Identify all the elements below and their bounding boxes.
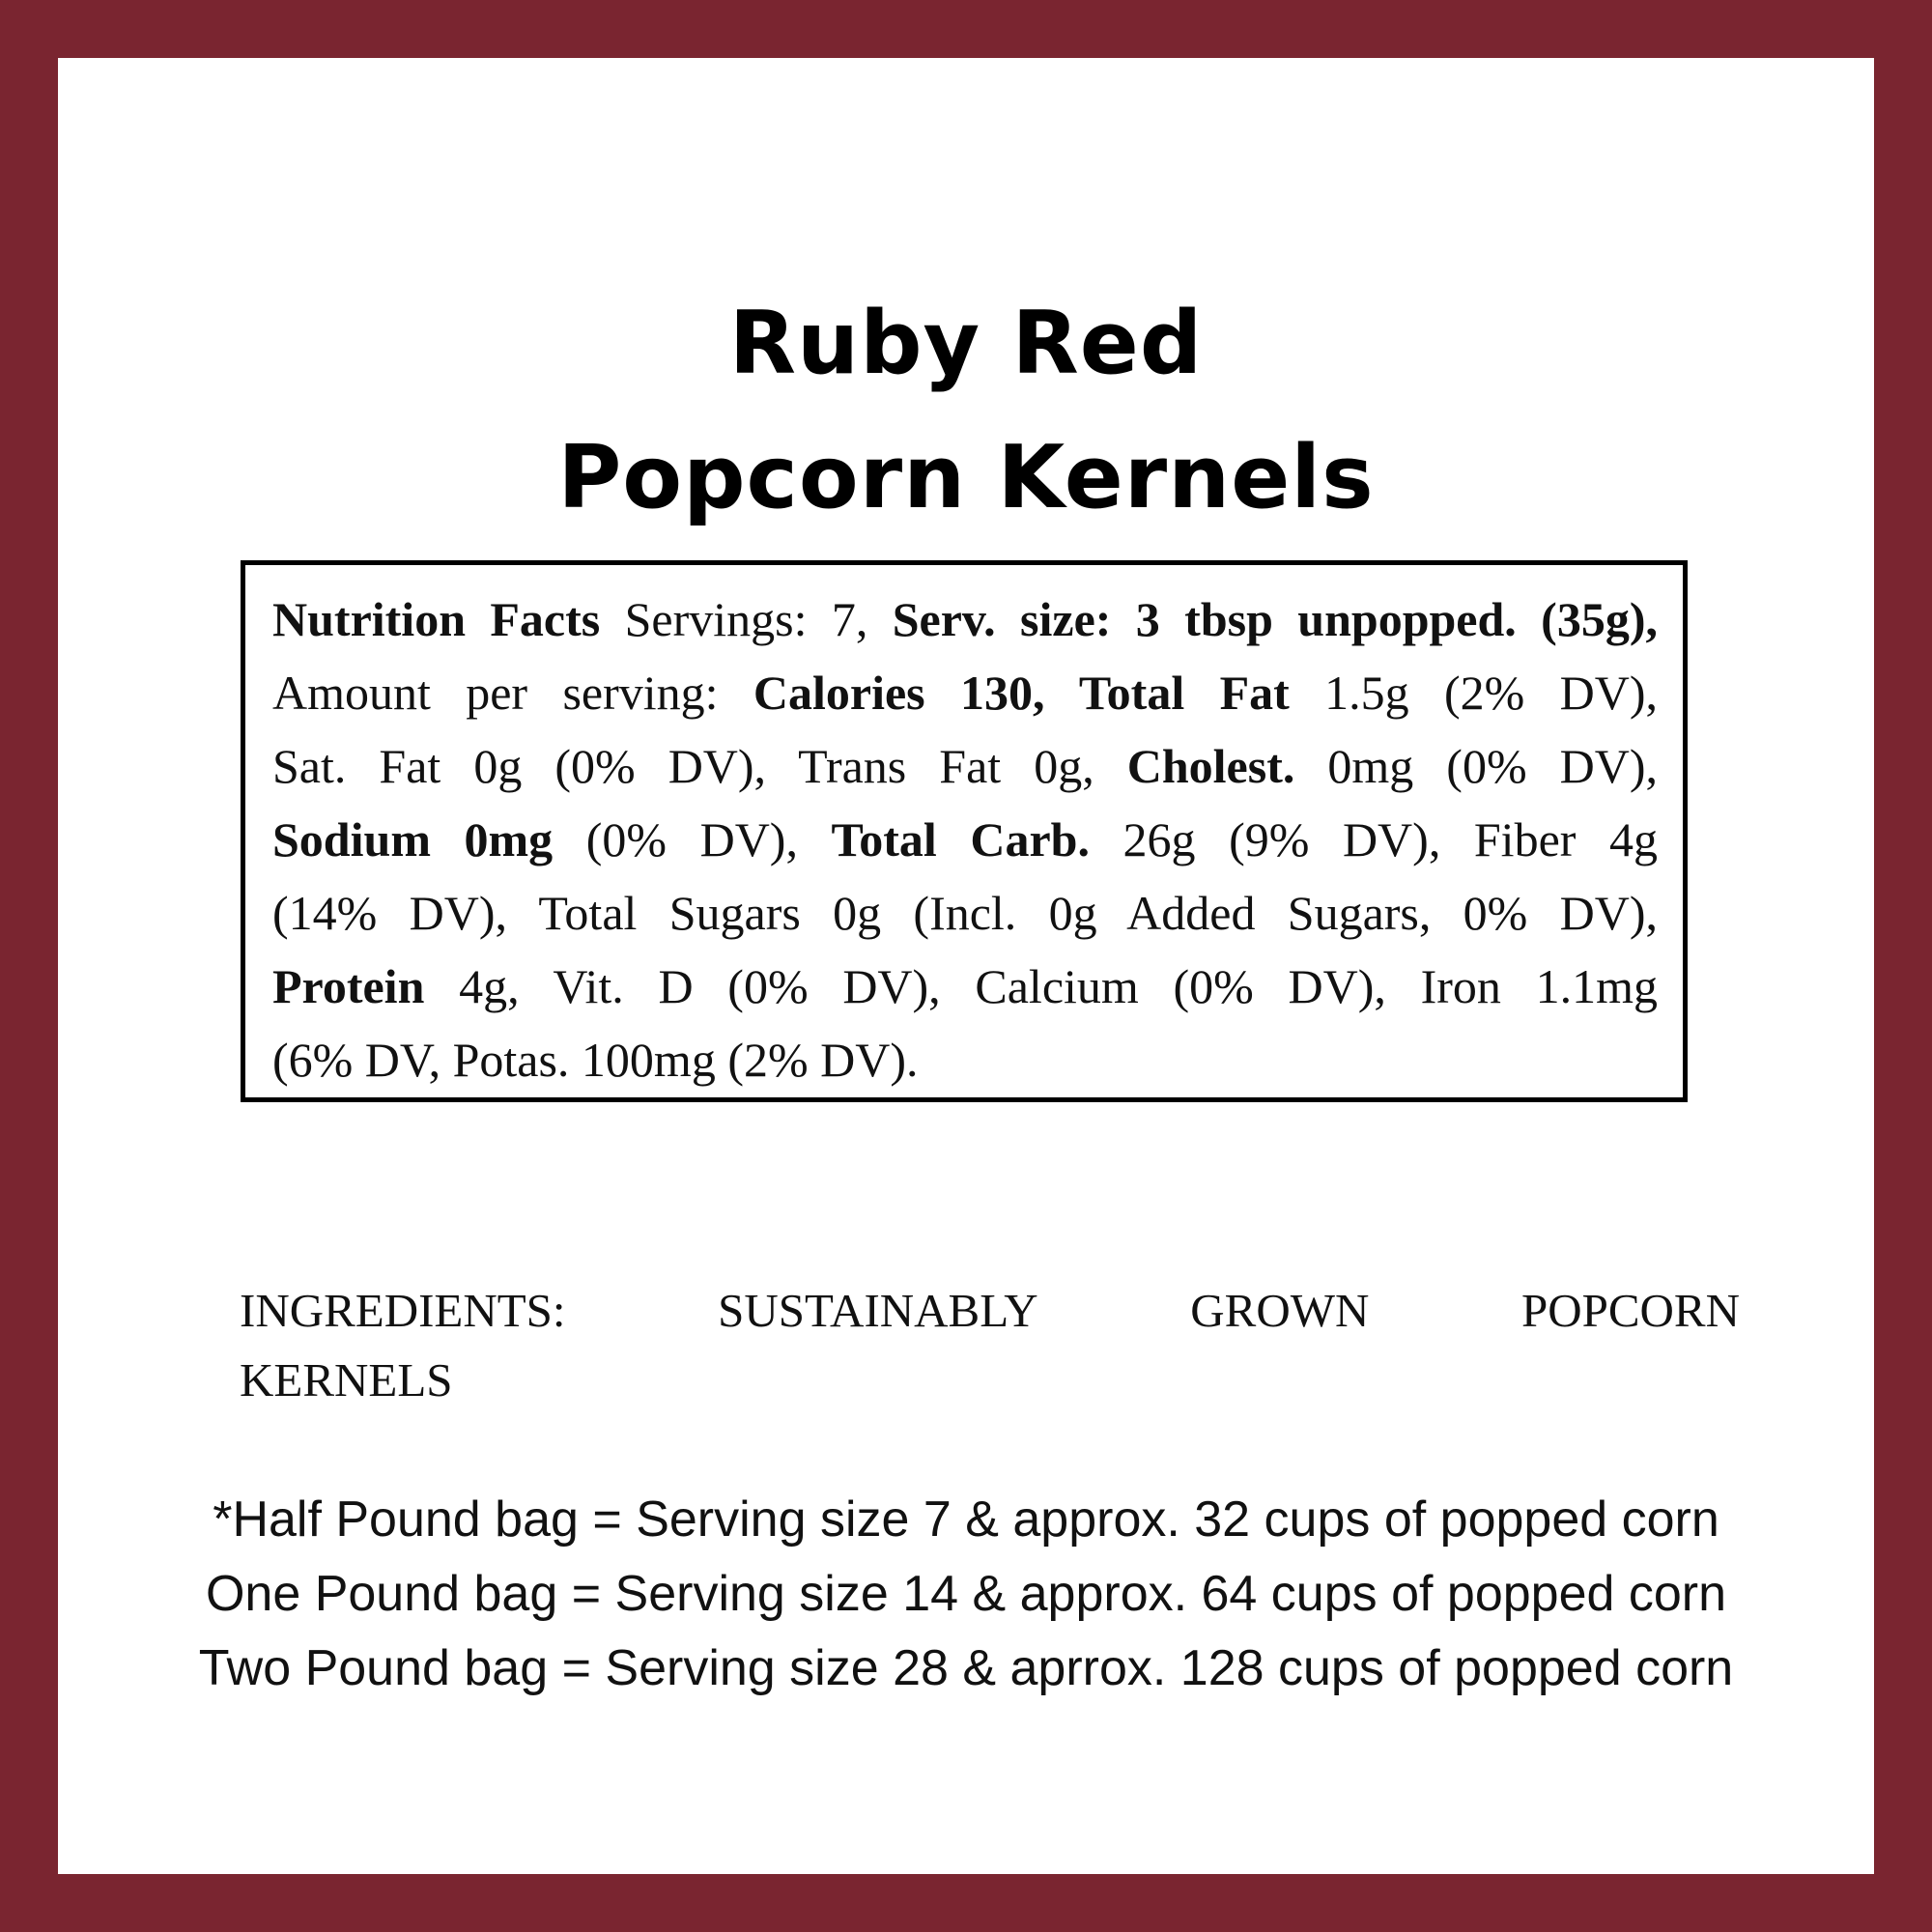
ingredients-label: INGREDIENTS: bbox=[240, 1284, 566, 1337]
sodium-dv: (0% DV), bbox=[553, 812, 832, 867]
sugars-text: (14% DV), Total Sugars 0g (Incl. 0g Added Sugars, 0% DV), bbox=[272, 886, 1658, 940]
serving-size-text: Serv. size: 3 tbsp unpopped. (35g), bbox=[892, 592, 1658, 646]
nutrition-line-5 bbox=[272, 876, 1658, 950]
ingredients-section bbox=[240, 1276, 1740, 1415]
ingredient-word-sustainably: SUSTAINABLY bbox=[718, 1284, 1038, 1337]
potassium-text: (6% DV, Potas. 100mg (2% DV). bbox=[272, 1033, 919, 1087]
one-pound-bag-note: One Pound bag = Serving size 14 & approx. 64 cups of popped corn bbox=[205, 1566, 1727, 1622]
amount-per-serving-text: Amount per serving: bbox=[272, 666, 753, 720]
protein-label: Protein bbox=[272, 959, 425, 1013]
total-fat-value: 1.5g (2% DV), bbox=[1289, 666, 1658, 720]
ingredients-line-2: KERNELS bbox=[240, 1353, 453, 1406]
two-pound-bag-note: Two Pound bag = Serving size 28 & aprrox. 128 cups of popped corn bbox=[198, 1640, 1734, 1696]
sat-trans-fat-text: Sat. Fat 0g (0% DV), Trans Fat 0g, bbox=[272, 739, 1127, 793]
ingredients-line-1 bbox=[240, 1276, 1740, 1346]
label-card bbox=[58, 58, 1874, 1874]
product-title-line2: Popcorn Kernels bbox=[557, 427, 1375, 528]
nutrition-line-4 bbox=[272, 803, 1658, 876]
cholesterol-value: 0mg (0% DV), bbox=[1294, 739, 1658, 793]
nutrition-line-6 bbox=[272, 950, 1658, 1023]
total-carb-label: Total Carb. bbox=[831, 812, 1090, 867]
bag-size-notes bbox=[58, 1483, 1874, 1706]
protein-vitamins-text: 4g, Vit. D (0% DV), Calcium (0% DV), Iron 1.1mg bbox=[424, 959, 1658, 1013]
nutrition-line-3 bbox=[272, 729, 1658, 803]
nutrition-line-7 bbox=[272, 1023, 1658, 1096]
nutrition-line-2 bbox=[272, 656, 1658, 729]
calories-total-fat-text: Calories 130, Total Fat bbox=[753, 666, 1290, 720]
cholesterol-label: Cholest. bbox=[1126, 739, 1295, 793]
servings-text: Servings: 7, bbox=[600, 592, 893, 646]
sodium-label: Sodium 0mg bbox=[272, 812, 554, 867]
product-title-line1: Ruby Red bbox=[728, 293, 1204, 394]
nutrition-facts-heading: Nutrition Facts bbox=[272, 592, 601, 646]
nutrition-line-1 bbox=[272, 582, 1658, 656]
ingredient-word-grown: GROWN bbox=[1190, 1284, 1370, 1337]
half-pound-bag-note: *Half Pound bag = Serving size 7 & approx. 32 cups of popped corn bbox=[213, 1492, 1719, 1548]
ingredient-word-popcorn: POPCORN bbox=[1520, 1284, 1740, 1337]
carb-fiber-text: 26g (9% DV), Fiber 4g bbox=[1089, 812, 1658, 867]
nutrition-facts-box bbox=[241, 560, 1688, 1102]
